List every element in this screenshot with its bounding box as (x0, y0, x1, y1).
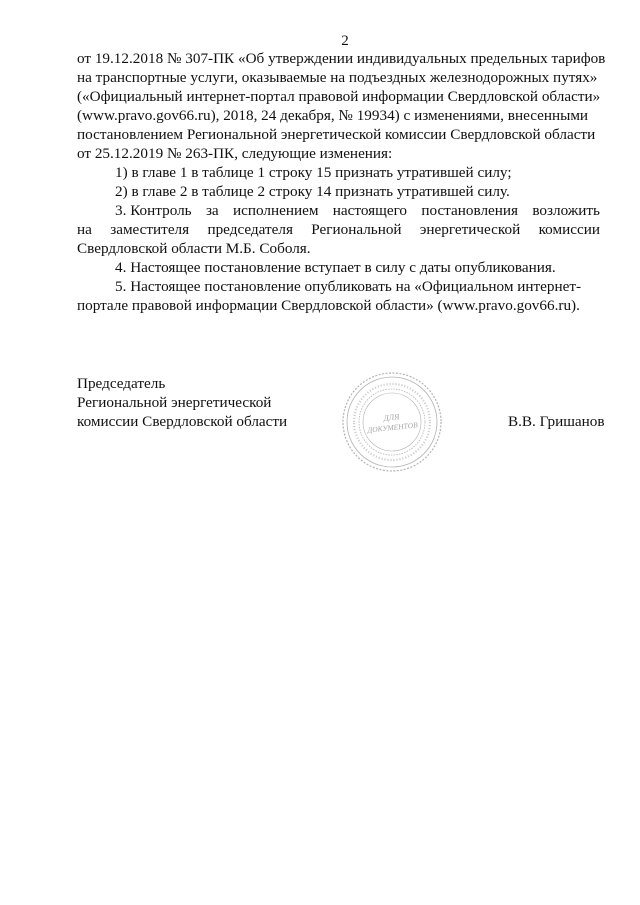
seal-text-line-1: ДЛЯ (383, 412, 400, 423)
para-3-word: энергетической (419, 221, 521, 238)
para-3-word: за (205, 202, 219, 219)
para-3-line-2 (77, 220, 600, 239)
intro-line-3: («Официальный интернет-портал правовой информации Свердловской области» (77, 88, 601, 105)
item-2: 2) в главе 2 в таблице 2 строку 14 признать утратившей силу. (115, 183, 510, 200)
para-3-word: возложить (532, 202, 600, 219)
official-seal-stamp (340, 370, 444, 474)
seal-text-line-2: ДОКУМЕНТОВ (366, 420, 419, 435)
para-3-word: заместителя (110, 221, 190, 238)
signatory-position-line-2: Региональной энергетической (77, 394, 272, 411)
para-5-line-2: портале правовой информации Свердловской области» (www.pravo.gov66.ru). (77, 297, 580, 314)
intro-line-2: на транспортные услуги, оказываемые на подъездных железнодорожных путях» (77, 69, 598, 86)
item-1: 1) в главе 1 в таблице 1 строку 15 признать утратившей силу; (115, 164, 512, 181)
para-3-word: исполнением (233, 202, 319, 219)
intro-line-1: от 19.12.2018 № 307-ПК «Об утверждении индивидуальных предельных тарифов (77, 50, 606, 67)
para-4: 4. Настоящее постановление вступает в силу с даты опубликования. (115, 259, 556, 276)
para-3-word: настоящего (332, 202, 408, 219)
signatory-name: В.В. Гришанов (508, 413, 605, 430)
para-3-word: на (77, 221, 92, 238)
para-3-word: постановления (421, 202, 519, 219)
para-3-word: председателя (207, 221, 293, 238)
page-number: 2 (341, 33, 349, 49)
para-3-word: 3. Контроль (115, 202, 192, 219)
para-3-word: комиссии (538, 221, 600, 238)
signatory-position-line-1: Председатель (77, 375, 166, 392)
signatory-position-line-3: комиссии Свердловской области (77, 413, 288, 430)
intro-line-6: от 25.12.2019 № 263-ПК, следующие изменения: (77, 145, 393, 162)
para-3-line-3: Свердловской области М.Б. Соболя. (77, 240, 311, 257)
para-3-word: Региональной (311, 221, 402, 238)
para-5-line-1: 5. Настоящее постановление опубликовать на «Официальном интернет- (115, 278, 582, 295)
intro-line-4: (www.pravo.gov66.ru), 2018, 24 декабря, № 19934) с изменениями, внесенными (77, 107, 589, 124)
intro-line-5: постановлением Региональной энергетической комиссии Свердловской области (77, 126, 596, 143)
para-3-line-1 (115, 201, 600, 220)
